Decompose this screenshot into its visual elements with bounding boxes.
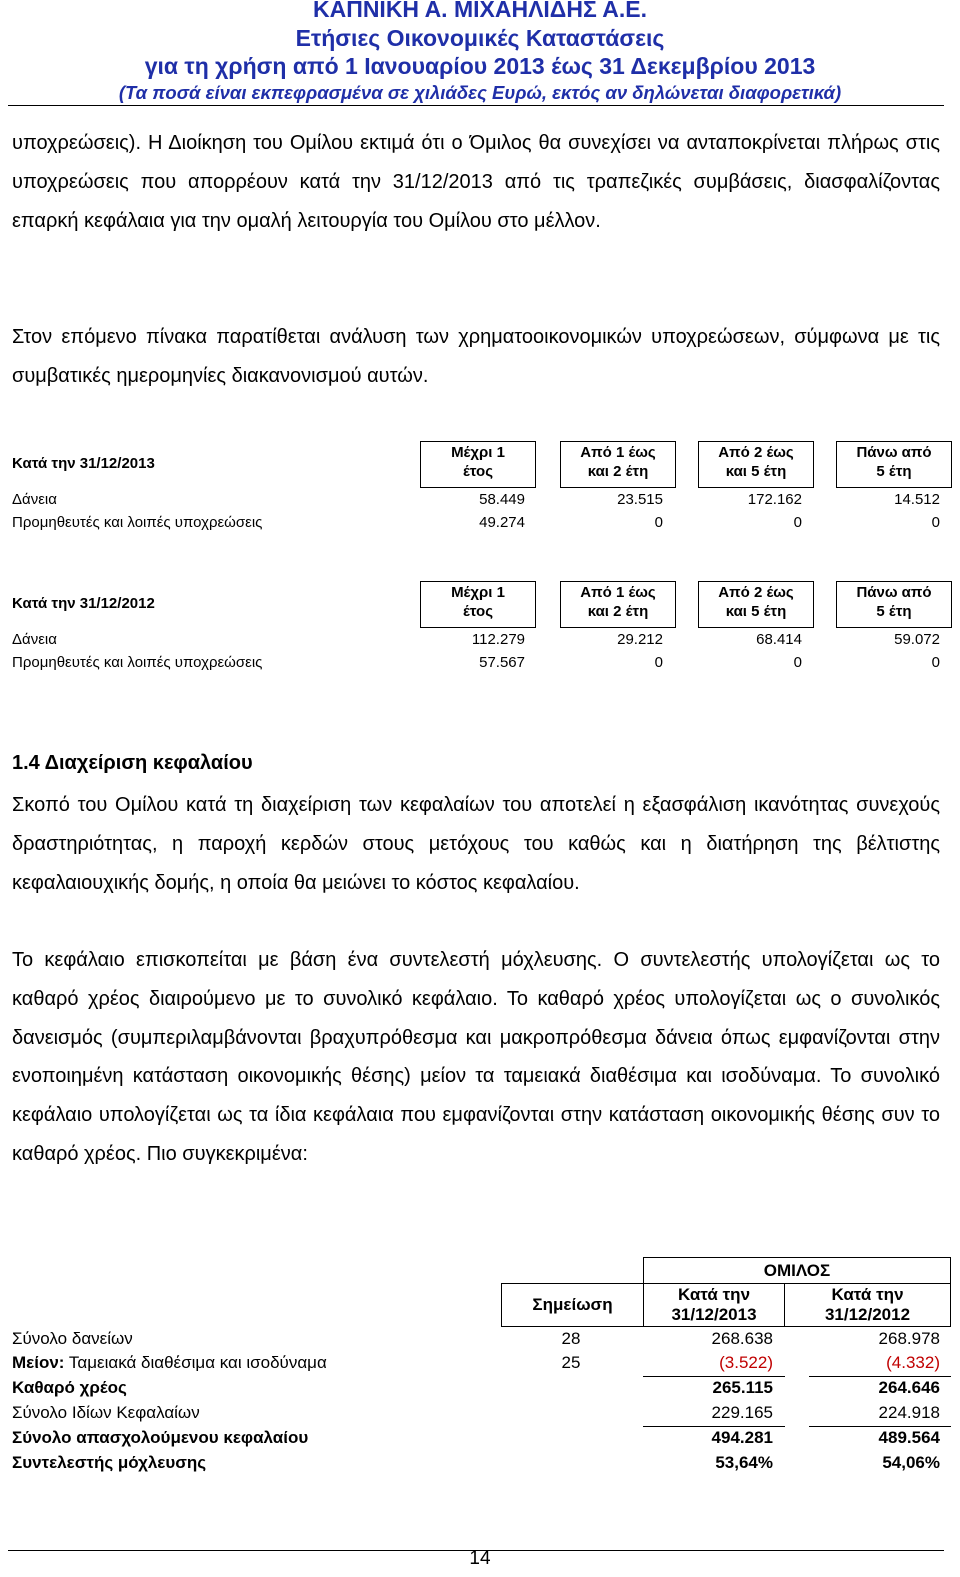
subtotal-rule [809, 1426, 951, 1427]
col-header-line: και 2 έτη [587, 463, 649, 480]
row-label: Δάνεια [12, 631, 57, 648]
col-header-line: Από 2 έως [718, 584, 794, 601]
row-label-prefix: Μείον: [12, 1353, 65, 1372]
value-2013: 229.165 [711, 1403, 773, 1422]
col-header-line: 31/12/2013 [671, 1305, 757, 1324]
cell-value: 59.072 [894, 631, 940, 648]
note-ref: 25 [561, 1353, 581, 1372]
cell-value: 0 [793, 654, 802, 671]
row-label: Καθαρό χρέος [12, 1378, 127, 1397]
col-header-2-5y [698, 581, 814, 628]
col-header-line: Πάνω από [856, 444, 932, 461]
value-2012: 54,06% [882, 1453, 940, 1472]
cell-value: 112.279 [471, 631, 525, 648]
company-name: ΚΑΠΝΙΚΗ Α. ΜΙΧΑΗΛΙΔΗΣ Α.Ε. [312, 0, 648, 22]
cell-value: 14.512 [894, 491, 940, 508]
row-label: Συντελεστής μόχλευσης [12, 1453, 207, 1472]
currency-note: (Τα ποσά είναι εκπεφρασμένα σε χιλιάδες Ευρώ, εκτός αν δηλώνεται διαφορετικά) [118, 82, 842, 103]
value-2013: (3.522) [719, 1353, 773, 1372]
col-header-upto-1y [420, 581, 536, 628]
col-header-over-5y [836, 581, 952, 628]
subtotal-rule [809, 1376, 951, 1377]
row-label: Σύνολο απασχολούμενου κεφαλαίου [12, 1428, 309, 1447]
paragraph-capital-objective: Σκοπό του Ομίλου κατά τη διαχείριση των κεφαλαίων του αποτελεί η εξασφάλιση ικανότητας συνεχούς δραστηριότητας, η παροχή κερδών στους μετόχους του καθώς και η διατήρηση της βέλτιστης κεφαλαιουχικής δομής, η οποία θα μειώνει το κόστος κεφαλαίου. [12, 794, 940, 894]
col-header-line: Πάνω από [856, 584, 932, 601]
cell-value: 172.162 [747, 491, 802, 508]
row-label: Σύνολο Ιδίων Κεφαλαίων [12, 1403, 200, 1422]
col-header-line: Κατά την [677, 1285, 751, 1304]
col-header-line: και 5 έτη [725, 603, 787, 620]
cell-value: 29.212 [617, 631, 663, 648]
col-header-line: Μέχρι 1 [451, 444, 505, 461]
subtotal-rule [643, 1376, 785, 1377]
col-header-1-2y [560, 441, 676, 488]
row-label: Προμηθευτές και λοιπές υποχρεώσεις [12, 514, 263, 531]
value-2012: 264.646 [878, 1378, 940, 1397]
col-header-line: έτος [462, 463, 493, 480]
cell-value: 23.515 [617, 491, 663, 508]
cell-value: 0 [654, 654, 663, 671]
col-header-line: και 5 έτη [725, 463, 787, 480]
col-header-line: Μέχρι 1 [451, 584, 505, 601]
col-header-line: 5 έτη [876, 463, 912, 480]
value-2013: 494.281 [711, 1428, 773, 1447]
row-label-text: Ταμειακά διαθέσιμα και ισοδύναμα [64, 1353, 327, 1372]
cell-value: 57.567 [479, 654, 525, 671]
value-2013: 265.115 [712, 1378, 773, 1397]
document-title: Ετήσιες Οικονομικές Καταστάσεις [295, 25, 665, 51]
table-title-2012: Κατά την 31/12/2012 [12, 595, 155, 612]
col-header-1-2y [560, 581, 676, 628]
header-divider [8, 105, 944, 106]
value-2012: 268.978 [878, 1329, 940, 1348]
subtotal-rule [643, 1426, 785, 1427]
col-header-over-5y [836, 441, 952, 488]
cell-value: 49.274 [479, 514, 525, 531]
row-label [12, 1353, 327, 1373]
col-header-2-5y [698, 441, 814, 488]
note-header: Σημείωση [501, 1283, 644, 1327]
row-label: Σύνολο δανείων [12, 1329, 133, 1348]
col-header-line: Από 1 έως [580, 444, 656, 461]
col-header-line: 5 έτη [876, 603, 912, 620]
cell-value: 0 [931, 654, 940, 671]
cell-value: 0 [931, 514, 940, 531]
paragraph-gearing-definition: Το κεφάλαιο επισκοπείται με βάση ένα συντελεστή μόχλευσης. Ο συντελεστής υπολογίζεται ως το καθαρό χρέος διαιρούμενο με το συνολικό κεφάλαιο. Το καθαρό χρέος υπολογίζεται ως ο συνολικός δανεισμός (συμπεριλαμβάνονται βραχυπρόθεσμα και μακροπρόθεσμα δάνεια όπως εμφανίζονται στην ενοποιημένη κατάσταση οικονομικής θέσης) μείον τα ταμειακά διαθέσιμα και ισοδύναμα. Το συνολικό κεφάλαιο υπολογίζεται ως τα ίδια κεφάλαια που εμφανίζονται στην κατάσταση οικονομικής θέσης συν το καθαρό χρέος. Πιο συγκεκριμένα: [12, 949, 940, 1165]
col-header-line: Κατά την [831, 1285, 904, 1304]
col-header-2012 [784, 1283, 951, 1327]
cell-value: 58.449 [479, 491, 525, 508]
note-ref: 28 [561, 1329, 581, 1348]
value-2012: 489.564 [878, 1428, 940, 1447]
col-header-line: Από 1 έως [580, 584, 656, 601]
paragraph-liquidity: υποχρεώσεις). Η Διοίκηση του Ομίλου εκτιμά ότι ο Όμιλος θα συνεχίσει να ανταποκρίνεται πλήρως στις υποχρεώσεις που απορρέουν κατά την 31/12/2013 από τις τραπεζικές συμβάσεις, διασφαλίζοντας επαρκή κεφάλαια για την ομαλή λειτουργία του Ομίλου στο μέλλον. [12, 132, 940, 232]
col-header-line: Από 2 έως [718, 444, 794, 461]
value-2012: 224.918 [878, 1403, 940, 1422]
row-label: Προμηθευτές και λοιπές υποχρεώσεις [12, 654, 263, 671]
section-heading: 1.4 Διαχείριση κεφαλαίου [12, 752, 253, 774]
group-header: ΟΜΙΛΟΣ [643, 1257, 951, 1284]
table-title-2013: Κατά την 31/12/2013 [12, 455, 155, 472]
value-2013: 53,64% [715, 1453, 773, 1472]
row-label: Δάνεια [12, 491, 57, 508]
col-header-upto-1y [420, 441, 536, 488]
reporting-period: για τη χρήση από 1 Ιανουαρίου 2013 έως 31 Δεκεμβρίου 2013 [144, 53, 816, 79]
col-header-2013 [643, 1283, 785, 1327]
cell-value: 0 [793, 514, 802, 531]
cell-value: 0 [654, 514, 663, 531]
page-number: 14 [469, 1548, 491, 1569]
value-2013: 268.638 [711, 1329, 773, 1348]
col-header-line: έτος [462, 603, 493, 620]
col-header-line: και 2 έτη [587, 603, 649, 620]
cell-value: 68.414 [756, 631, 802, 648]
paragraph-table-intro: Στον επόμενο πίνακα παρατίθεται ανάλυση των χρηματοοικονομικών υποχρεώσεων, σύμφωνα με τις συμβατικές ημερομηνίες διακανονισμού αυτών. [12, 326, 940, 387]
col-header-line: 31/12/2012 [824, 1305, 911, 1324]
value-2012: (4.332) [886, 1353, 940, 1372]
